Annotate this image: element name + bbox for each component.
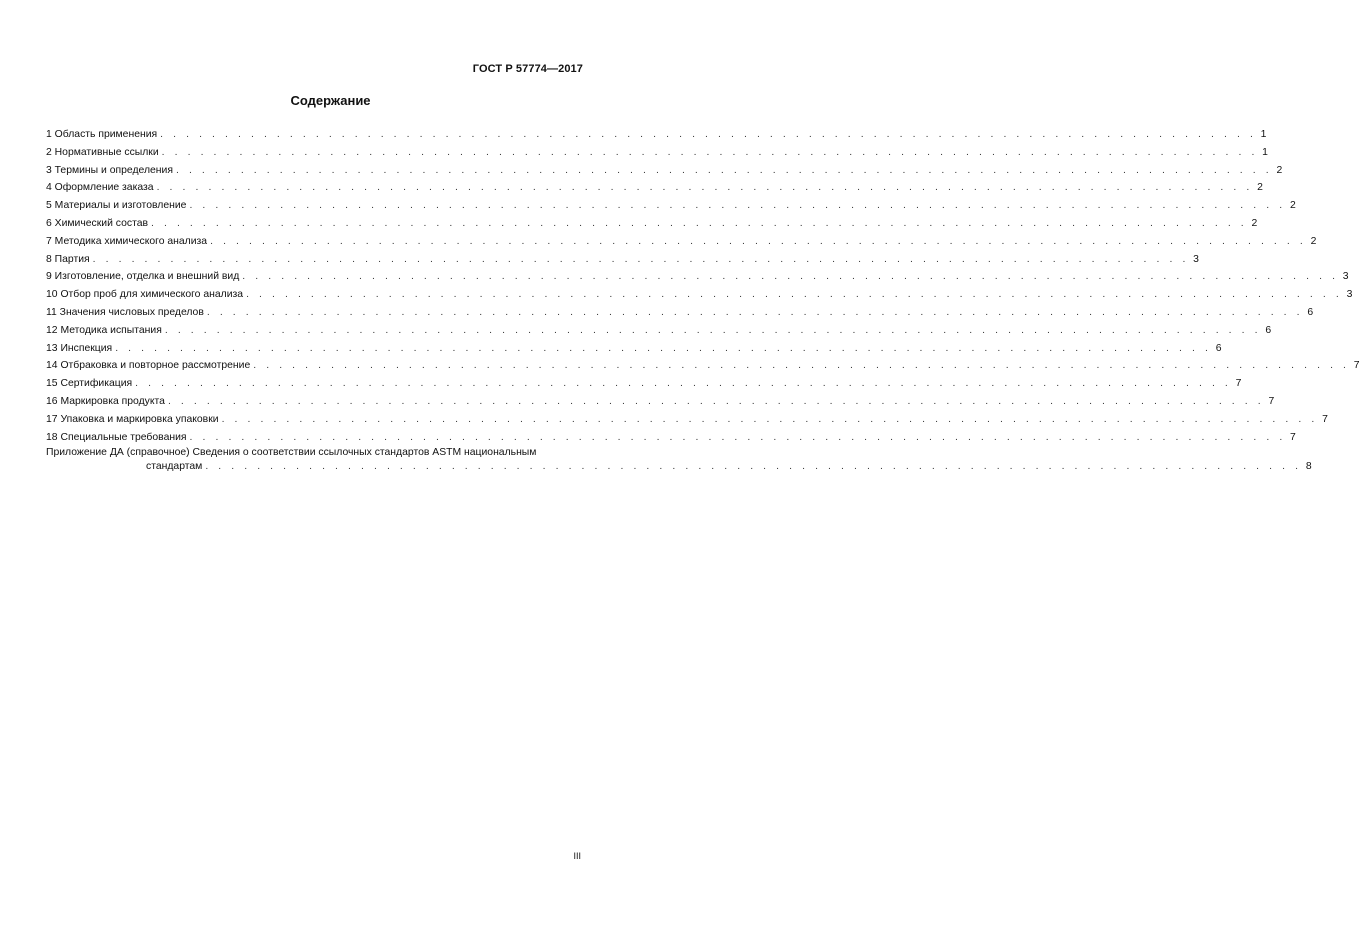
toc-leader-dots: . . . . . . . . . . . . . . . . . . . . . . . . . . . . . . . . . . . . . . . . . . . . . . . . . . . . . . . . . . . . . . . . . . . . . . . . . . . . . . . . . . . . . — [161, 146, 1258, 158]
toc-leader-dots: . . . . . . . . . . . . . . . . . . . . . . . . . . . . . . . . . . . . . . . . . . . . . . . . . . . . . . . . . . . . . . . . . . . . . . . . . . . . . . . . . . . . . — [205, 461, 1302, 473]
toc-entry-label: 9 Изготовление, отделка и внешний вид — [46, 271, 240, 283]
toc-entry[interactable] — [46, 286, 1353, 304]
toc-entry[interactable] — [46, 162, 1283, 180]
toc-entry[interactable] — [46, 357, 1360, 375]
toc-leader-dots: . . . . . . . . . . . . . . . . . . . . . . . . . . . . . . . . . . . . . . . . . . . . . . . . . . . . . . . . . . . . . . . . . . . . . . . . . . . . . . . . . . . . . — [92, 253, 1189, 265]
toc-title: Содержание — [290, 93, 371, 108]
toc-entry-label: 17 Упаковка и маркировка упаковки — [46, 413, 219, 425]
toc-entry[interactable] — [46, 393, 1275, 411]
table-of-contents — [46, 126, 1360, 474]
annex-title-line: Приложение ДА (справочное) Сведения о соответствии ссылочных стандартов ASTM национальным — [46, 447, 537, 459]
toc-entry-page: 1 — [1260, 129, 1267, 140]
toc-entry-page: 7 — [1322, 413, 1328, 425]
toc-leader-dots: . . . . . . . . . . . . . . . . . . . . . . . . . . . . . . . . . . . . . . . . . . . . . . . . . . . . . . . . . . . . . . . . . . . . . . . . . . . . . . . . . . . . . — [115, 342, 1212, 354]
toc-entry-label: 15 Сертификация — [46, 378, 133, 390]
toc-leader-dots: . . . . . . . . . . . . . . . . . . . . . . . . . . . . . . . . . . . . . . . . . . . . . . . . . . . . . . . . . . . . . . . . . . . . . . . . . . . . . . . . . . . . . — [210, 235, 1307, 247]
toc-entry[interactable] — [46, 411, 1328, 429]
annex-continuation — [46, 460, 1312, 474]
toc-entry-page: 2 — [1310, 235, 1317, 247]
toc-entry[interactable] — [46, 375, 1242, 393]
toc-entry-page: 6 — [1307, 306, 1314, 318]
toc-leader-dots: . . . . . . . . . . . . . . . . . . . . . . . . . . . . . . . . . . . . . . . . . . . . . . . . . . . . . . . . . . . . . . . . . . . . . . . . . . . . . . . . . . . . . — [221, 413, 1318, 425]
toc-entry-label: 11 Значения числовых пределов — [46, 306, 204, 318]
toc-entry[interactable] — [46, 251, 1199, 269]
toc-entry[interactable] — [46, 322, 1272, 340]
toc-entry-label: 13 Инспекция — [46, 342, 113, 354]
toc-entry[interactable] — [46, 268, 1349, 286]
toc-entry-page: 7 — [1353, 360, 1360, 372]
toc-entry[interactable] — [46, 144, 1268, 162]
toc-leader-dots: . . . . . . . . . . . . . . . . . . . . . . . . . . . . . . . . . . . . . . . . . . . . . . . . . . . . . . . . . . . . . . . . . . . . . . . . . . . . . . . . . . . . . — [164, 324, 1262, 336]
document-code: ГОСТ Р 57774—2017 — [472, 63, 583, 75]
toc-entry-label: 7 Методика химического анализа — [46, 235, 208, 247]
toc-leader-dots: . . . . . . . . . . . . . . . . . . . . . . . . . . . . . . . . . . . . . . . . . . . . . . . . . . . . . . . . . . . . . . . . . . . . . . . . . . . . . . . . . . . . . — [253, 360, 1350, 372]
toc-leader-dots: . . . . . . . . . . . . . . . . . . . . . . . . . . . . . . . . . . . . . . . . . . . . . . . . . . . . . . . . . . . . . . . . . . . . . . . . . . . . . . . . . . . . . — [156, 182, 1253, 194]
toc-entry-label: 16 Маркировка продукта — [46, 395, 165, 407]
toc-entry-label: 5 Материалы и изготовление — [46, 200, 187, 212]
toc-entry[interactable] — [46, 233, 1317, 251]
toc-entry-label: 6 Химический состав — [46, 217, 149, 229]
annex-title-continuation: стандартам — [146, 461, 203, 473]
toc-leader-dots: . . . . . . . . . . . . . . . . . . . . . . . . . . . . . . . . . . . . . . . . . . . . . . . . . . . . . . . . . . . . . . . . . . . . . . . . . . . . . . . . . . . . . — [189, 431, 1286, 443]
toc-entry-page: 2 — [1289, 200, 1296, 212]
toc-entry[interactable] — [46, 429, 1296, 447]
toc-entry-label: 10 Отбор проб для химического анализа — [46, 289, 244, 301]
toc-leader-dots: . . . . . . . . . . . . . . . . . . . . . . . . . . . . . . . . . . . . . . . . . . . . . . . . . . . . . . . . . . . . . . . . . . . . . . . . . . . . . . . . . . . . . — [189, 200, 1286, 212]
toc-entry-label: 8 Партия — [46, 253, 90, 265]
toc-entry[interactable] — [46, 197, 1296, 215]
toc-entry-page: 7 — [1268, 395, 1275, 407]
toc-annex-entry[interactable] — [46, 446, 1312, 474]
toc-entry-page: 3 — [1193, 253, 1199, 265]
toc-leader-dots: . . . . . . . . . . . . . . . . . . . . . . . . . . . . . . . . . . . . . . . . . . . . . . . . . . . . . . . . . . . . . . . . . . . . . . . . . . . . . . . . . . . . . — [242, 271, 1339, 283]
toc-entry[interactable] — [46, 215, 1258, 233]
toc-leader-dots: . . . . . . . . . . . . . . . . . . . . . . . . . . . . . . . . . . . . . . . . . . . . . . . . . . . . . . . . . . . . . . . . . . . . . . . . . . . . . . . . . . . . . — [167, 395, 1265, 407]
toc-entry[interactable] — [46, 304, 1314, 322]
toc-entry-label: 4 Оформление заказа — [46, 182, 154, 194]
toc-entry-page: 3 — [1342, 271, 1349, 283]
toc-entry[interactable] — [46, 340, 1222, 358]
toc-entry-page: 2 — [1251, 217, 1258, 229]
toc-entry-label: 2 Нормативные ссылки — [46, 146, 159, 158]
toc-entry-page: 2 — [1276, 164, 1283, 176]
annex-page: 8 — [1305, 461, 1312, 473]
toc-leader-dots: . . . . . . . . . . . . . . . . . . . . . . . . . . . . . . . . . . . . . . . . . . . . . . . . . . . . . . . . . . . . . . . . . . . . . . . . . . . . . . . . . . . . . — [135, 378, 1232, 390]
toc-entry-label: 12 Методика испытания — [46, 324, 162, 336]
toc-leader-dots: . . . . . . . . . . . . . . . . . . . . . . . . . . . . . . . . . . . . . . . . . . . . . . . . . . . . . . . . . . . . . . . . . . . . . . . . . . . . . . . . . . . . . — [151, 217, 1248, 229]
toc-entry-page: 1 — [1262, 146, 1268, 158]
toc-entry[interactable] — [46, 126, 1267, 144]
toc-leader-dots: . . . . . . . . . . . . . . . . . . . . . . . . . . . . . . . . . . . . . . . . . . . . . . . . . . . . . . . . . . . . . . . . . . . . . . . . . . . . . . . . . . . . . — [160, 129, 1257, 140]
toc-entry[interactable] — [46, 179, 1263, 197]
toc-entry-label: 18 Специальные требования — [46, 431, 187, 443]
toc-leader-dots: . . . . . . . . . . . . . . . . . . . . . . . . . . . . . . . . . . . . . . . . . . . . . . . . . . . . . . . . . . . . . . . . . . . . . . . . . . . . . . . . . . . . . — [175, 164, 1273, 176]
toc-leader-dots: . . . . . . . . . . . . . . . . . . . . . . . . . . . . . . . . . . . . . . . . . . . . . . . . . . . . . . . . . . . . . . . . . . . . . . . . . . . . . . . . . . . . . — [246, 289, 1343, 301]
page-number: III — [573, 851, 581, 861]
toc-entry-page: 3 — [1346, 289, 1353, 301]
toc-entry-page: 7 — [1235, 378, 1242, 390]
toc-entry-label: 14 Отбраковка и повторное рассмотрение — [46, 360, 251, 372]
toc-entry-label: 3 Термины и определения — [46, 164, 173, 176]
toc-entry-label: 1 Область применения — [46, 129, 158, 140]
toc-entry-page: 7 — [1290, 431, 1296, 443]
toc-entry-page: 6 — [1215, 342, 1222, 354]
toc-entry-page: 2 — [1257, 182, 1263, 194]
toc-entry-page: 6 — [1265, 324, 1272, 336]
toc-leader-dots: . . . . . . . . . . . . . . . . . . . . . . . . . . . . . . . . . . . . . . . . . . . . . . . . . . . . . . . . . . . . . . . . . . . . . . . . . . . . . . . . . . . . . — [206, 306, 1304, 318]
